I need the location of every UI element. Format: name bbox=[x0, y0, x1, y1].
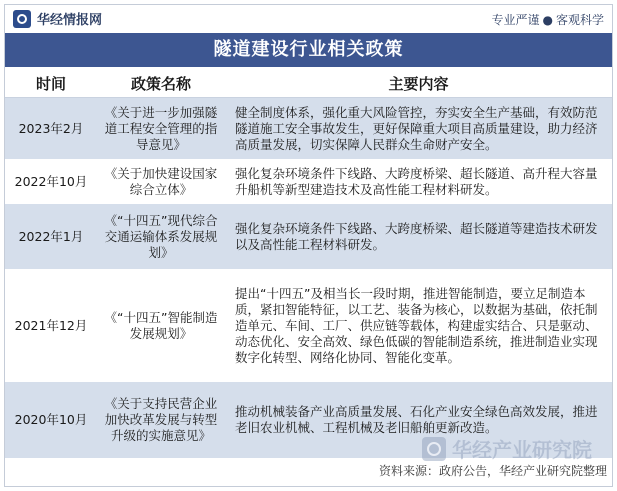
cell-content: 强化复杂环境条件下线路、大跨度桥梁、超长隧道等建造技术研发以及高性能工程材料研发。 bbox=[225, 204, 612, 270]
header-time: 时间 bbox=[5, 69, 97, 98]
cell-policy-name: 《关于进一步加强隧道工程安全管理的指导意见》 bbox=[97, 98, 225, 160]
brand bbox=[13, 9, 102, 28]
top-bar bbox=[5, 5, 612, 31]
slogan bbox=[491, 11, 604, 28]
cell-policy-name: 《“十四五”现代综合交通运输体系发展规划》 bbox=[97, 204, 225, 270]
table-header-row bbox=[5, 69, 612, 98]
brand-logo-icon bbox=[13, 10, 31, 28]
cell-time: 2023年2月 bbox=[5, 98, 97, 160]
cell-content: 强化复杂环境条件下线路、大跨度桥梁、超长隧道、高升程大容量升船机等新型建造技术及高性能工程材料研发。 bbox=[225, 160, 612, 204]
header-policy-name: 政策名称 bbox=[97, 69, 225, 98]
table-row bbox=[5, 204, 612, 270]
cell-policy-name: 《“十四五”智能制造发展规划》 bbox=[97, 270, 225, 382]
watermark-logo-icon bbox=[422, 437, 446, 461]
table-row bbox=[5, 98, 612, 160]
cell-policy-name: 《关于加快建设国家综合立体》 bbox=[97, 160, 225, 204]
watermark-text: 华经产业研究院 bbox=[452, 438, 592, 462]
slogan-right: 客观科学 bbox=[555, 13, 604, 27]
cell-content: 提出“十四五”及相当长一段时期，推进智能制造，要立足制造本质，紧扣智能特征，以工艺、装备为核心，以数据为基础，依托制造单元、车间、工厂、供应链等载体，构建虚实结合、只是驱动、动态优化、安全高效、绿色低碳的智能制造系统，推进制造业实现数字化转型、网络化协同、智能化变革。 bbox=[225, 270, 612, 382]
brand-name: 华经情报网 bbox=[37, 13, 103, 28]
cell-time: 2022年10月 bbox=[5, 160, 97, 204]
page-title: 隧道建设行业相关政策 bbox=[5, 33, 612, 67]
cell-time: 2021年12月 bbox=[5, 270, 97, 382]
cell-policy-name: 《关于支持民营企业加快改革发展与转型升级的实施意见》 bbox=[97, 382, 225, 458]
watermark bbox=[422, 434, 592, 463]
slogan-separator: ● bbox=[542, 13, 553, 27]
slogan-left: 专业严谨 bbox=[491, 13, 540, 27]
cell-content: 健全制度体系，强化重大风险管控，夯实安全生产基础，有效防范隧道施工安全事故发生，更好保障重大项目高质量建设，助力经济高质量发展，切实保障人民群众生命财产安全。 bbox=[225, 98, 612, 160]
source-note: 资料来源：政府公告，华经产业研究院整理 bbox=[378, 464, 607, 478]
header-main-content: 主要内容 bbox=[225, 69, 612, 98]
table-row bbox=[5, 160, 612, 204]
policy-table bbox=[5, 69, 612, 458]
table-row bbox=[5, 270, 612, 382]
cell-time: 2022年1月 bbox=[5, 204, 97, 270]
cell-time: 2020年10月 bbox=[5, 382, 97, 458]
cell-content: 推动机械装备产业高质量发展、石化产业安全绿色高效发展，推进老旧农业机械、工程机械及老旧船舶更新改造。 bbox=[225, 382, 612, 458]
